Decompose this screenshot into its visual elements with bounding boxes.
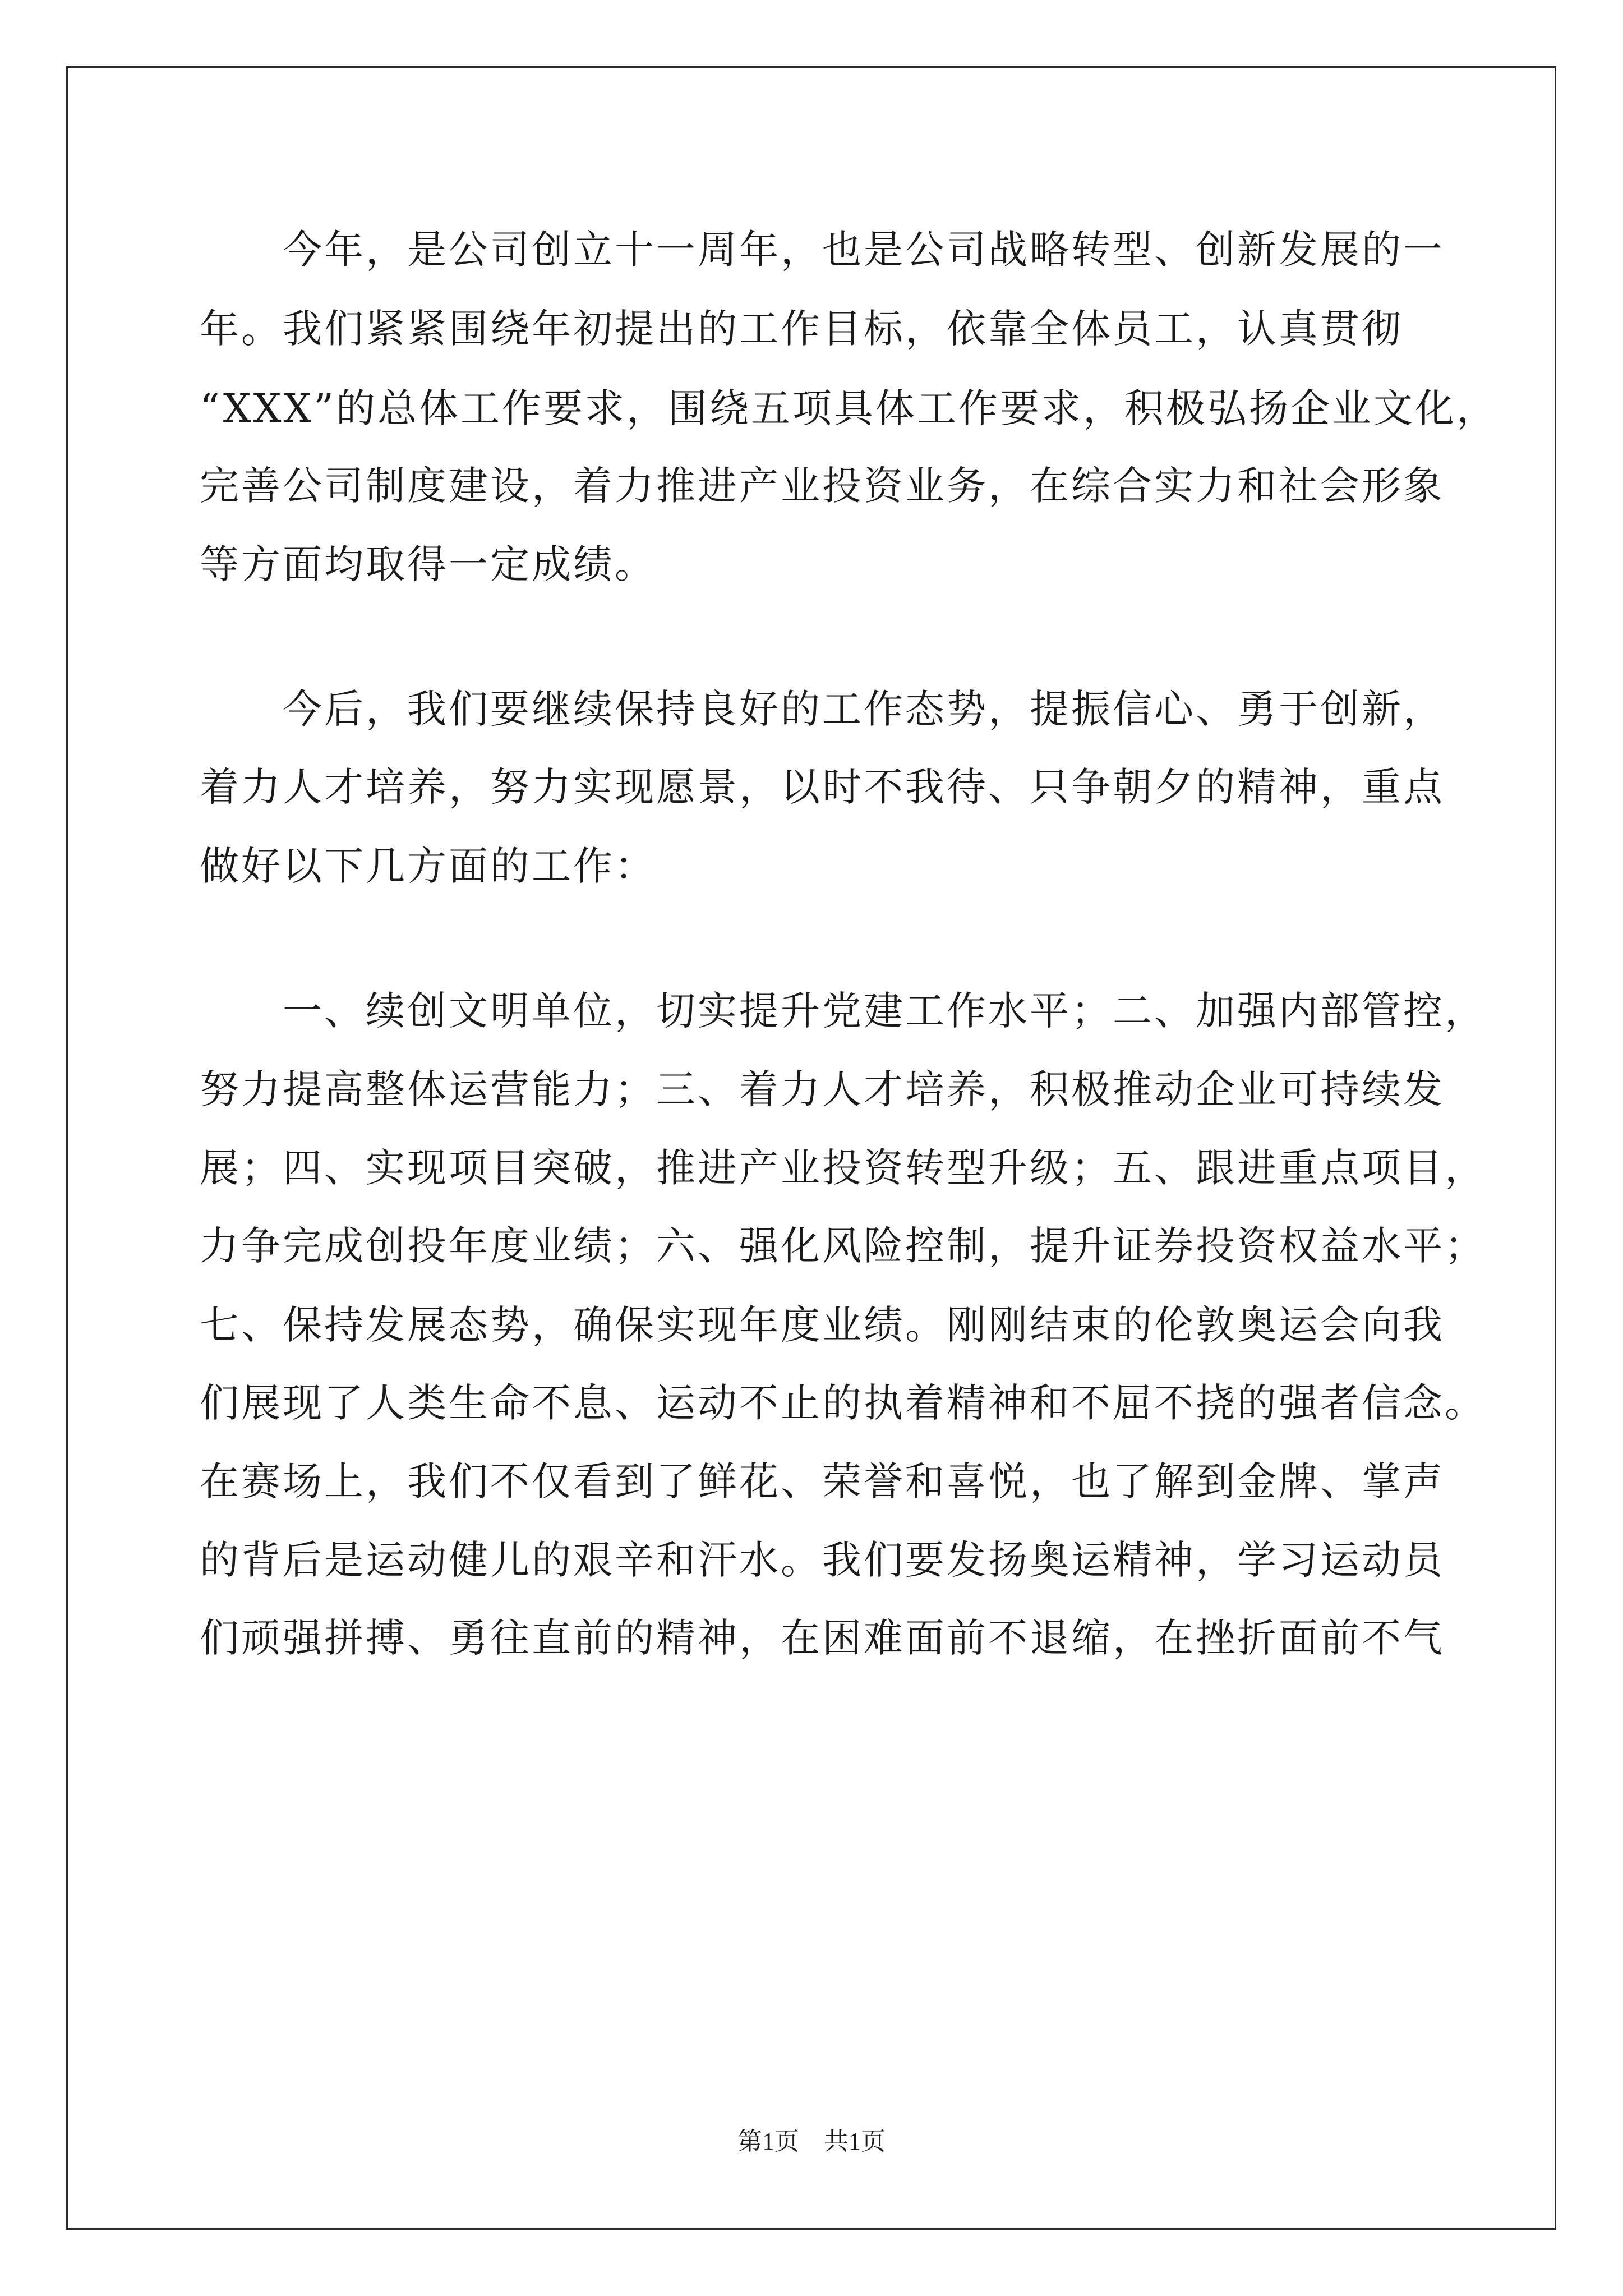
text-line: 们顽强拼搏、勇往直前的精神，在困难面前不退缩，在挫折面前不气 — [200, 1615, 1445, 1661]
text-line: 们展现了人类生命不息、运动不止的执着精神和不屈不挠的强者信念。 — [200, 1380, 1486, 1426]
text-line: 今年，是公司创立十一周年，也是公司战略转型、创新发展的一 — [200, 227, 1445, 273]
text-line: 努力提高整体运营能力；三、着力人才培养，积极推动企业可持续发 — [200, 1066, 1445, 1112]
text-line: 今后，我们要继续保持良好的工作态势，提振信心、勇于创新， — [200, 686, 1445, 732]
text-line: 做好以下几方面的工作： — [200, 843, 656, 889]
text-line: 力争完成创投年度业绩；六、强化风险控制，提升证券投资权益水平； — [200, 1223, 1486, 1269]
text-line: 完善公司制度建设，着力推进产业投资业务，在综合实力和社会形象 — [200, 463, 1445, 509]
text-line: 在赛场上，我们不仅看到了鲜花、荣誉和喜悦，也了解到金牌、掌声 — [200, 1458, 1445, 1504]
text-line: 等方面均取得一定成绩。 — [200, 541, 656, 587]
text-line: 着力人才培养，努力实现愿景，以时不我待、只争朝夕的精神，重点 — [200, 764, 1445, 810]
text-line: “XXX”的总体工作要求，围绕五项具体工作要求，积极弘扬企业文化， — [200, 385, 1498, 431]
text-line: 年。我们紧紧围绕年初提出的工作目标，依靠全体员工，认真贯彻 — [200, 306, 1403, 352]
text-line: 七、保持发展态势，确保实现年度业绩。刚刚结束的伦敦奥运会向我 — [200, 1302, 1445, 1348]
text-line: 的背后是运动健儿的艰辛和汗水。我们要发扬奥运精神，学习运动员 — [200, 1537, 1445, 1583]
text-line: 展；四、实现项目突破，推进产业投资转型升级；五、跟进重点项目， — [200, 1145, 1486, 1191]
text-line: 一、续创文明单位，切实提升党建工作水平；二、加强内部管控， — [200, 988, 1486, 1034]
page-number-footer: 第1页 共1页 — [737, 2128, 886, 2155]
